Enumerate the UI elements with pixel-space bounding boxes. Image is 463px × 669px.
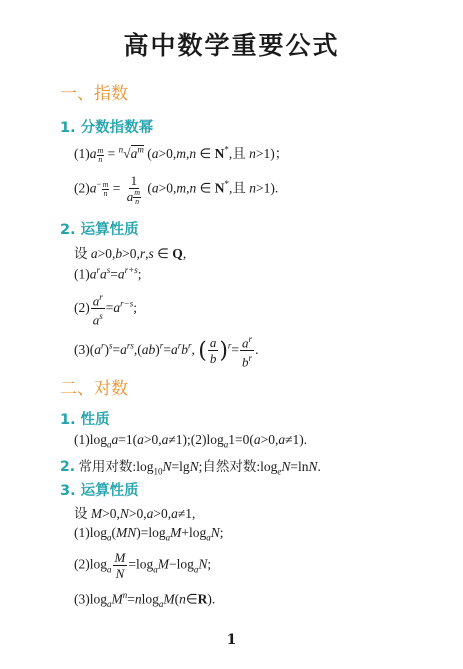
formula-common-natural-log: 2. 常用对数$:\log_{10}N=\lg N$;自然对数$:\log_eN=\ln N$. xyxy=(60,459,321,477)
formula-exponent-assumption: 设 a>0,b>0,r,s ∈ Q, xyxy=(74,246,187,261)
formula-fractional-exponent-2: (2)a− $\frac{m}{n}$ = 1 a $\frac{m}{n}$ (a>0,m,n ∈ N*,且 n>1). xyxy=(74,173,279,206)
formula-log-rule-2: $(2)\log_a$ $\frac{M}{N}$ $=\log_aM-\log_aN$; xyxy=(74,550,212,581)
formula-log-rule-3: $(3)\log_aM^n=nlog_aM(n\in R)$. xyxy=(74,590,216,610)
subsection-heading-exponent-rules: 2. 运算性质 xyxy=(60,222,139,238)
formula-exponent-rule-2: (2) $\frac{a^r}{a^s}$ $=a^{r-s}$; xyxy=(74,292,137,328)
formula-exponent-rule-1: $(1)a^ra^s=a^{r+s}$; xyxy=(74,265,142,282)
formula-log-property: $(1)\log_aa=1(a>0,a\ne 1);(2)\log_a1=0(a>0,a\ne 1)$. xyxy=(74,432,308,450)
subsection-heading-fractional-exponent: 1. 分数指数幂 xyxy=(60,120,154,136)
subsection-heading-log-rules: 3. 运算性质 xyxy=(60,483,139,499)
page-number: 1 xyxy=(226,632,237,648)
section-heading-exponent: 一、指数 xyxy=(60,84,128,104)
section-heading-logarithm: 二、对数 xyxy=(60,379,128,399)
subsection-heading-log-properties: 1. 性质 xyxy=(60,412,110,428)
page-title: 高中数学重要公式 xyxy=(123,31,340,60)
formula-fractional-exponent-1: (1)a $\frac{m}{n}$ = $^n√a^m$ (a>0,m,n ∈ N*,且 n>1)； xyxy=(74,144,289,164)
formula-log-rule-1: $(1)\log_a(MN)=\log_aM+\log_aN$; xyxy=(74,525,224,543)
formula-exponent-rule-3: $(3)(a^r)^s=a^{rs},(ab)^r=a^rb^r$, ( $\frac{a}{b}$ )$^r$= $\frac{a^r}{b^r}$ . xyxy=(74,334,259,370)
formula-log-assumption: 设 M>0,N>0,a>0,a≠1, xyxy=(74,506,196,521)
